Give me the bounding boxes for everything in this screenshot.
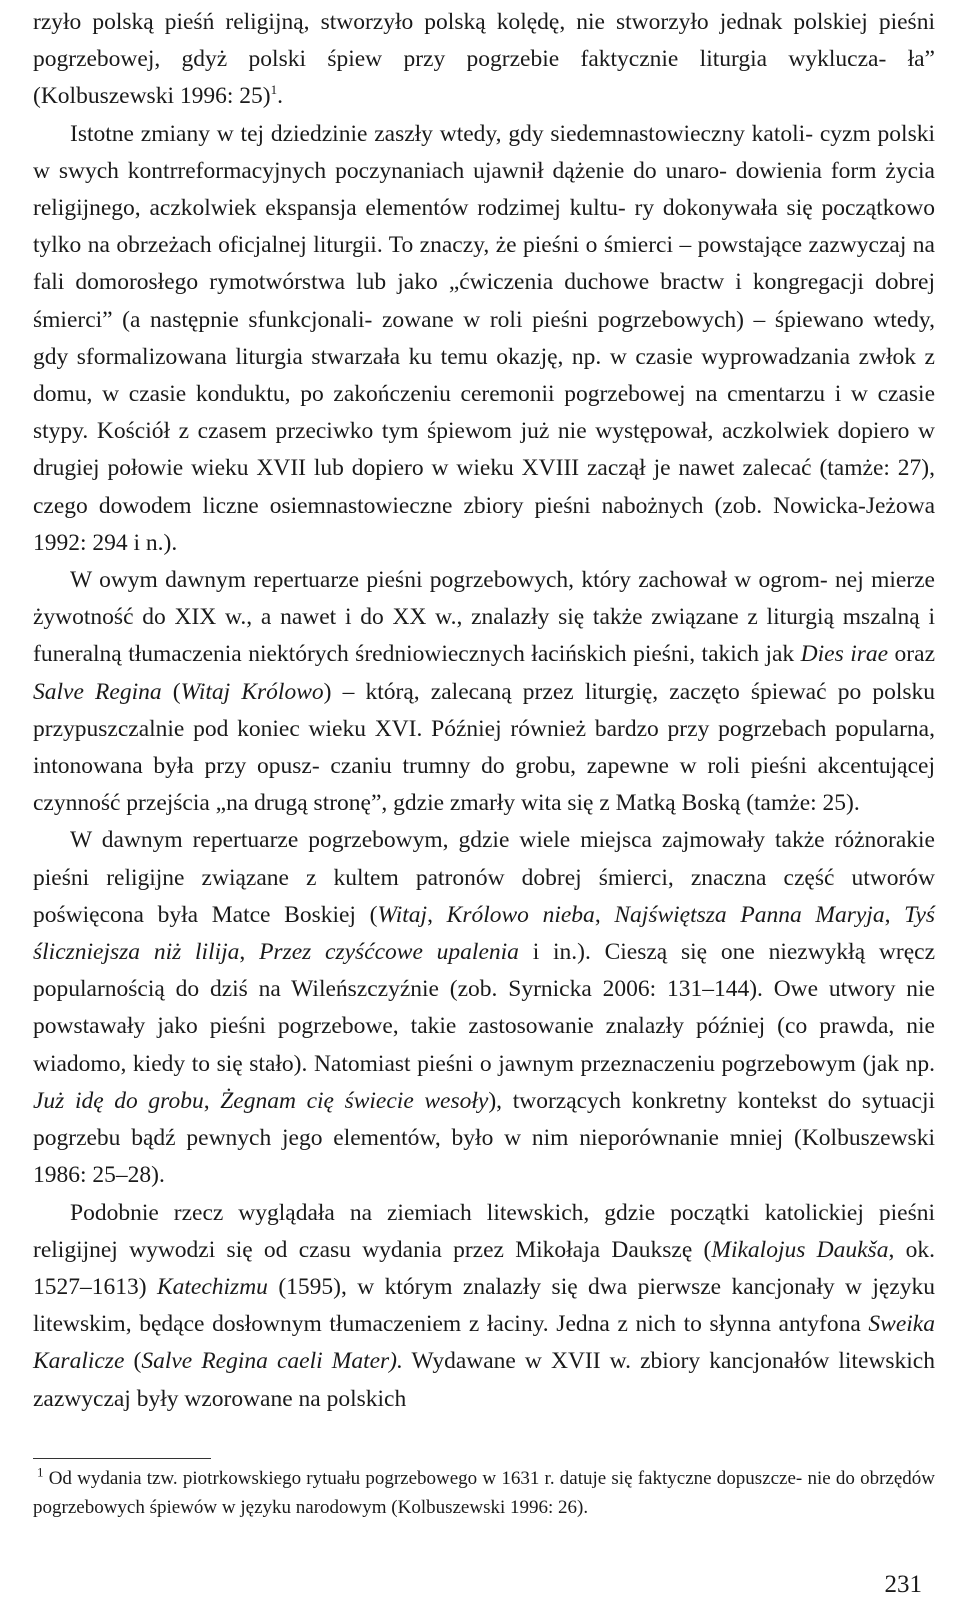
body-text: [33, 4, 935, 1418]
italic-title: Katechizmu: [156, 1273, 268, 1300]
text-run: ) – którą, zalecaną przez liturgię, zaczęto śpiewać po polsku przypuszczalnie pod koniec wieku XVI. Później również bardzo przy pogrzebach popularna, intonowana była przy opusz- czaniu trumny do grobu, zapewne w roli pieśni akcentującej czynność przejścia „na drugą stronę”, gdzie zmarły wita się z Matką Boską (tamże: 25).: [33, 678, 936, 817]
body-paragraph: [33, 4, 935, 116]
italic-title: Salve Regina: [33, 678, 162, 705]
body-paragraph: [33, 116, 935, 562]
italic-title: Witaj: [377, 901, 428, 928]
body-paragraph: [33, 822, 935, 1194]
footnote-text: Od wydania tzw. piotrkowskiego rytuału pogrzebowego w 1631 r. datuje się faktyczne dopuszcze- nie do obrzędów pogrzebowych śpiewów w języku narodowym (Kolbuszewski 1996: 26).: [33, 1468, 935, 1518]
text-run: (: [161, 678, 181, 705]
text-run: oraz: [888, 641, 935, 668]
footnote-reference: 1: [270, 82, 278, 98]
italic-title: Dies irae: [800, 641, 889, 668]
italic-title: Przez czyśćcowe upalenia: [259, 939, 519, 966]
text-run: W dawnym repertuarze pogrzebowym, gdzie wiele miejsca zajmowały także różnorakie pieśni religijne związane z kultem patronów dobrej śmierci, znaczna część utworów poświęcona była Matce Boskiej (: [33, 827, 935, 928]
footnote-paragraph: [33, 1464, 935, 1522]
footnote: [33, 1464, 935, 1522]
text-run: .: [277, 83, 283, 110]
text-run: rzyło polską pieśń religijną, stworzyło polską kolędę, nie stworzyło jednak polskiej pieśni pogrzebowej, gdyż polski śpiew przy pogrzebie faktycznie liturgia wyklucza- ła” (Kolbuszewski 1996: 25): [33, 9, 935, 110]
text-run: ,: [239, 939, 260, 966]
footnote-separator: [33, 1458, 211, 1459]
text-run: ,: [884, 901, 905, 928]
text-run: ,: [594, 901, 615, 928]
italic-title: Królowo nieba: [446, 901, 595, 928]
italic-title: Tyś śliczniejsza niż lilija: [33, 901, 936, 966]
text-run: , ok. 1527–1613): [33, 1236, 935, 1300]
footnote-marker: 1: [37, 1464, 44, 1480]
text-run: Podobnie rzecz wyglądała na ziemiach litewskich, gdzie początki katolickiej pieśni religijnej wywodzi się od czasu wydania przez Mikołaja Daukszę (: [33, 1199, 935, 1263]
italic-title: Mikalojus Daukša: [711, 1236, 889, 1263]
italic-title: Najświętsza Panna Maryja: [614, 901, 885, 928]
page-number: 231: [884, 1571, 922, 1598]
italic-title: Żegnam cię świecie wesoły: [220, 1087, 489, 1114]
italic-title: Salve Regina caeli Mater).: [141, 1348, 403, 1375]
text-run: ,: [427, 901, 447, 928]
text-run: Wydawane w XVII w. zbiory kancjonałów litewskich zazwyczaj były wzorowane na polskich: [33, 1348, 935, 1412]
text-run: ), tworzących konkretny kontekst do sytuacji pogrzebu bądź pewnych jego elementów, było w nim nieporównanie mniej (Kolbuszewski 1986: 25–28).: [33, 1087, 936, 1189]
text-run: ,: [203, 1087, 221, 1114]
italic-title: Witaj Królowo: [180, 678, 324, 705]
body-paragraph: [33, 1195, 935, 1418]
text-run: Istotne zmiany w tej dziedzinie zaszły wtedy, gdy siedemnastowieczny katoli- cyzm polski w swych kontrreformacyjnych poczynaniach ujawnił dążenie do unaro- dowienia form życia religijnego, aczkolwiek ekspansja elementów rodzimej kultu- ry dokonywała się początkowo tylko na obrzeżach oficjalnej liturgii. To znaczy, że pieśni o śmierci – powstające zazwyczaj na fali domorosłego rymotwórstwa lub jako „ćwiczenia duchowe bractw i kongregacji dobrej śmierci” (a następnie sfunkcjonali- zowane w roli pieśni pogrzebowych) – śpiewano wtedy, gdy sformalizowana liturgia stwarzała ku temu okazję, np. w czasie wyprowadzania zwłok z domu, w czasie konduktu, po zakończeniu ceremonii pogrzebowej na cmentarzu i w czasie stypy. Kościół z czasem przeciwko tym śpiewom już nie występował, aczkolwiek dopiero w drugiej połowie wieku XVII lub dopiero w wieku XVIII zaczął je nawet zalecać (tamże: 27), czego dowodem liczne osiemnastowieczne zbiory pieśni nabożnych (zob. Nowicka-Jeżowa 1992: 294 i n.).: [33, 120, 935, 556]
text-run: (: [124, 1348, 142, 1375]
italic-title: Sweika Karalicze: [33, 1311, 935, 1375]
text-run: i in.). Cieszą się one niezwykłą wręcz popularnością do dziś na Wileńszczyźnie (zob. Syrnicka 2006: 131–144). Owe utwory nie powstawały jako pieśni pogrzebowe, takie zastosowanie znalazły później (co prawda, nie wiadomo, kiedy to się stało). Natomiast pieśni o jawnym przeznaczeniu pogrzebowym (jak np.: [33, 939, 935, 1077]
italic-title: Już idę do grobu: [33, 1087, 204, 1114]
body-paragraph: [33, 562, 935, 822]
text-run: (1595), w którym znalazły się dwa pierwsze kancjonały w języku litewskim, będące dosłownym tłumaczeniem z łaciny. Jedna z nich to słynna antyfona: [33, 1273, 935, 1338]
text-run: W owym dawnym repertuarze pieśni pogrzebowych, który zachował w ogrom- nej mierze żywotność do XIX w., a nawet i do XX w., znalazły się także związane z liturgią mszalną i funeralną tłumaczenia niektórych średniowiecznych łacińskich pieśni, takich jak: [33, 567, 935, 668]
